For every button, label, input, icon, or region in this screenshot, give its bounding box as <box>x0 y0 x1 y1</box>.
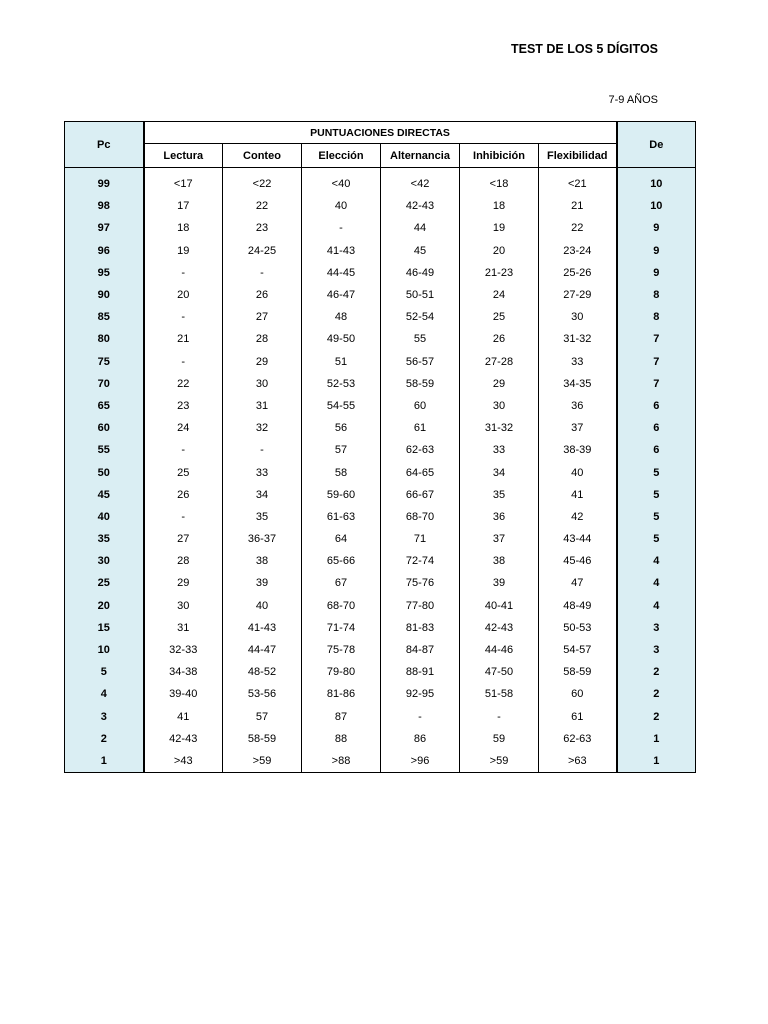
score-cell-flexibilidad: 50-53 <box>539 617 617 639</box>
de-cell: 4 <box>617 595 696 617</box>
score-cell-flexibilidad: 38-39 <box>539 439 617 461</box>
score-cell-eleccion: - <box>302 217 381 239</box>
de-cell: 6 <box>617 417 696 439</box>
table-row <box>65 439 696 461</box>
score-cell-eleccion: 56 <box>302 417 381 439</box>
score-cell-inhibicion: 44-46 <box>460 639 539 661</box>
table-row <box>65 395 696 417</box>
table-row <box>65 506 696 528</box>
score-cell-alternancia: 81-83 <box>381 617 460 639</box>
score-cell-eleccion: 87 <box>302 706 381 728</box>
score-cell-inhibicion: - <box>460 706 539 728</box>
column-header-lectura: Lectura <box>144 144 223 168</box>
score-cell-conteo: 57 <box>223 706 302 728</box>
score-cell-lectura: 22 <box>144 373 223 395</box>
score-cell-inhibicion: 59 <box>460 728 539 750</box>
score-cell-inhibicion: 37 <box>460 528 539 550</box>
score-cell-eleccion: 81-86 <box>302 683 381 705</box>
score-cell-flexibilidad: 36 <box>539 395 617 417</box>
score-cell-inhibicion: 39 <box>460 572 539 594</box>
pc-cell: 85 <box>65 306 144 328</box>
score-cell-conteo: 36-37 <box>223 528 302 550</box>
score-cell-alternancia: 46-49 <box>381 262 460 284</box>
score-cell-flexibilidad: 48-49 <box>539 595 617 617</box>
score-cell-eleccion: 59-60 <box>302 484 381 506</box>
score-cell-flexibilidad: 62-63 <box>539 728 617 750</box>
score-cell-flexibilidad: 31-32 <box>539 328 617 350</box>
pc-cell: 97 <box>65 217 144 239</box>
score-cell-alternancia: 44 <box>381 217 460 239</box>
pc-cell: 4 <box>65 683 144 705</box>
column-header-eleccion: Elección <box>302 144 381 168</box>
de-cell: 10 <box>617 195 696 217</box>
score-cell-flexibilidad: 33 <box>539 351 617 373</box>
table-row <box>65 750 696 773</box>
score-cell-flexibilidad: 23-24 <box>539 240 617 262</box>
score-cell-lectura: - <box>144 439 223 461</box>
score-cell-inhibicion: 51-58 <box>460 683 539 705</box>
score-cell-lectura: 19 <box>144 240 223 262</box>
score-cell-conteo: 35 <box>223 506 302 528</box>
pc-cell: 45 <box>65 484 144 506</box>
score-cell-alternancia: 84-87 <box>381 639 460 661</box>
score-cell-inhibicion: 21-23 <box>460 262 539 284</box>
pc-cell: 90 <box>65 284 144 306</box>
score-cell-conteo: 53-56 <box>223 683 302 705</box>
score-cell-alternancia: 68-70 <box>381 506 460 528</box>
score-cell-conteo: 22 <box>223 195 302 217</box>
de-cell: 9 <box>617 217 696 239</box>
de-cell: 3 <box>617 639 696 661</box>
de-cell: 8 <box>617 306 696 328</box>
table-row <box>65 528 696 550</box>
score-cell-eleccion: 68-70 <box>302 595 381 617</box>
de-cell: 9 <box>617 262 696 284</box>
score-cell-eleccion: 58 <box>302 461 381 483</box>
table-body <box>65 168 696 773</box>
table-row <box>65 572 696 594</box>
score-cell-flexibilidad: >63 <box>539 750 617 773</box>
score-cell-conteo: 33 <box>223 461 302 483</box>
table-row <box>65 195 696 217</box>
score-cell-conteo: 26 <box>223 284 302 306</box>
table-row <box>65 617 696 639</box>
score-cell-flexibilidad: 54-57 <box>539 639 617 661</box>
pc-cell: 96 <box>65 240 144 262</box>
score-cell-inhibicion: 27-28 <box>460 351 539 373</box>
de-cell: 3 <box>617 617 696 639</box>
score-cell-eleccion: 88 <box>302 728 381 750</box>
table-row <box>65 595 696 617</box>
score-cell-lectura: 18 <box>144 217 223 239</box>
de-cell: 7 <box>617 373 696 395</box>
score-cell-flexibilidad: 37 <box>539 417 617 439</box>
score-cell-conteo: 24-25 <box>223 240 302 262</box>
de-column-header: De <box>617 122 696 168</box>
column-header-flexibilidad: Flexibilidad <box>539 144 617 168</box>
score-cell-conteo: 38 <box>223 550 302 572</box>
score-cell-lectura: 42-43 <box>144 728 223 750</box>
de-cell: 5 <box>617 506 696 528</box>
pc-cell: 75 <box>65 351 144 373</box>
pc-cell: 55 <box>65 439 144 461</box>
score-cell-eleccion: 40 <box>302 195 381 217</box>
score-cell-flexibilidad: 47 <box>539 572 617 594</box>
column-header-conteo: Conteo <box>223 144 302 168</box>
pc-cell: 65 <box>65 395 144 417</box>
score-cell-alternancia: 64-65 <box>381 461 460 483</box>
score-cell-inhibicion: 29 <box>460 373 539 395</box>
pc-cell: 60 <box>65 417 144 439</box>
score-cell-inhibicion: 36 <box>460 506 539 528</box>
score-cell-conteo: 44-47 <box>223 639 302 661</box>
table-row <box>65 683 696 705</box>
score-cell-lectura: >43 <box>144 750 223 773</box>
pc-cell: 3 <box>65 706 144 728</box>
table-row <box>65 240 696 262</box>
score-cell-eleccion: 54-55 <box>302 395 381 417</box>
score-cell-eleccion: 49-50 <box>302 328 381 350</box>
score-cell-alternancia: 92-95 <box>381 683 460 705</box>
score-cell-inhibicion: 31-32 <box>460 417 539 439</box>
score-cell-alternancia: 45 <box>381 240 460 262</box>
de-cell: 6 <box>617 439 696 461</box>
score-cell-eleccion: 52-53 <box>302 373 381 395</box>
score-cell-inhibicion: >59 <box>460 750 539 773</box>
de-cell: 7 <box>617 328 696 350</box>
score-cell-conteo: - <box>223 439 302 461</box>
de-cell: 2 <box>617 661 696 683</box>
de-cell: 5 <box>617 461 696 483</box>
score-cell-lectura: 25 <box>144 461 223 483</box>
score-cell-eleccion: 64 <box>302 528 381 550</box>
score-cell-conteo: - <box>223 262 302 284</box>
score-cell-conteo: 28 <box>223 328 302 350</box>
score-cell-inhibicion: 26 <box>460 328 539 350</box>
score-cell-flexibilidad: 21 <box>539 195 617 217</box>
score-cell-conteo: 31 <box>223 395 302 417</box>
score-cell-flexibilidad: 25-26 <box>539 262 617 284</box>
score-cell-flexibilidad: 27-29 <box>539 284 617 306</box>
score-cell-flexibilidad: <21 <box>539 173 617 195</box>
score-cell-eleccion: 65-66 <box>302 550 381 572</box>
score-cell-lectura: - <box>144 351 223 373</box>
score-cell-alternancia: 58-59 <box>381 373 460 395</box>
pc-cell: 95 <box>65 262 144 284</box>
score-cell-alternancia: 75-76 <box>381 572 460 594</box>
table-row <box>65 417 696 439</box>
score-cell-alternancia: <42 <box>381 173 460 195</box>
score-cell-alternancia: 60 <box>381 395 460 417</box>
de-cell: 7 <box>617 351 696 373</box>
table-row <box>65 639 696 661</box>
score-cell-flexibilidad: 34-35 <box>539 373 617 395</box>
de-cell: 10 <box>617 173 696 195</box>
score-cell-conteo: >59 <box>223 750 302 773</box>
score-cell-flexibilidad: 43-44 <box>539 528 617 550</box>
score-cell-conteo: 32 <box>223 417 302 439</box>
pc-cell: 99 <box>65 173 144 195</box>
de-cell: 8 <box>617 284 696 306</box>
score-cell-flexibilidad: 60 <box>539 683 617 705</box>
score-cell-alternancia: 50-51 <box>381 284 460 306</box>
score-cell-inhibicion: 35 <box>460 484 539 506</box>
table-row <box>65 484 696 506</box>
score-cell-eleccion: 48 <box>302 306 381 328</box>
score-cell-inhibicion: 25 <box>460 306 539 328</box>
score-cell-alternancia: 56-57 <box>381 351 460 373</box>
table-row <box>65 262 696 284</box>
de-cell: 2 <box>617 706 696 728</box>
score-cell-inhibicion: 33 <box>460 439 539 461</box>
score-cell-alternancia: >96 <box>381 750 460 773</box>
score-cell-conteo: 30 <box>223 373 302 395</box>
score-cell-inhibicion: 18 <box>460 195 539 217</box>
pc-cell: 30 <box>65 550 144 572</box>
pc-cell: 35 <box>65 528 144 550</box>
score-cell-eleccion: 67 <box>302 572 381 594</box>
score-cell-alternancia: 66-67 <box>381 484 460 506</box>
score-cell-alternancia: 52-54 <box>381 306 460 328</box>
de-cell: 1 <box>617 750 696 773</box>
table-row <box>65 550 696 572</box>
table-row <box>65 217 696 239</box>
score-cell-conteo: 48-52 <box>223 661 302 683</box>
score-cell-flexibilidad: 22 <box>539 217 617 239</box>
score-cell-alternancia: 55 <box>381 328 460 350</box>
score-cell-flexibilidad: 58-59 <box>539 661 617 683</box>
score-cell-inhibicion: 40-41 <box>460 595 539 617</box>
score-cell-flexibilidad: 61 <box>539 706 617 728</box>
score-cell-lectura: - <box>144 262 223 284</box>
score-cell-lectura: 29 <box>144 572 223 594</box>
score-cell-eleccion: 75-78 <box>302 639 381 661</box>
score-cell-flexibilidad: 42 <box>539 506 617 528</box>
score-cell-alternancia: - <box>381 706 460 728</box>
score-cell-lectura: 17 <box>144 195 223 217</box>
pc-cell: 98 <box>65 195 144 217</box>
score-cell-conteo: <22 <box>223 173 302 195</box>
table-row <box>65 373 696 395</box>
score-cell-lectura: 41 <box>144 706 223 728</box>
score-cell-lectura: - <box>144 506 223 528</box>
score-cell-inhibicion: 24 <box>460 284 539 306</box>
pc-cell: 50 <box>65 461 144 483</box>
pc-cell: 2 <box>65 728 144 750</box>
score-cell-alternancia: 77-80 <box>381 595 460 617</box>
score-cell-alternancia: 88-91 <box>381 661 460 683</box>
score-cell-lectura: 21 <box>144 328 223 350</box>
score-cell-flexibilidad: 30 <box>539 306 617 328</box>
score-cell-lectura: 26 <box>144 484 223 506</box>
score-cell-lectura: 28 <box>144 550 223 572</box>
column-header-alternancia: Alternancia <box>381 144 460 168</box>
score-cell-flexibilidad: 41 <box>539 484 617 506</box>
pc-cell: 80 <box>65 328 144 350</box>
score-cell-flexibilidad: 45-46 <box>539 550 617 572</box>
score-cell-lectura: - <box>144 306 223 328</box>
table-row <box>65 728 696 750</box>
score-cell-lectura: 20 <box>144 284 223 306</box>
score-cell-lectura: 39-40 <box>144 683 223 705</box>
pc-cell: 40 <box>65 506 144 528</box>
pc-cell: 15 <box>65 617 144 639</box>
score-cell-eleccion: 79-80 <box>302 661 381 683</box>
score-cell-inhibicion: 47-50 <box>460 661 539 683</box>
pc-cell: 25 <box>65 572 144 594</box>
pc-column-header: Pc <box>65 122 144 168</box>
score-cell-conteo: 27 <box>223 306 302 328</box>
score-cell-alternancia: 61 <box>381 417 460 439</box>
score-cell-eleccion: 71-74 <box>302 617 381 639</box>
score-cell-lectura: <17 <box>144 173 223 195</box>
table-row <box>65 173 696 195</box>
pc-cell: 70 <box>65 373 144 395</box>
score-cell-flexibilidad: 40 <box>539 461 617 483</box>
de-cell: 9 <box>617 240 696 262</box>
score-cell-eleccion: 46-47 <box>302 284 381 306</box>
score-cell-eleccion: 61-63 <box>302 506 381 528</box>
score-cell-lectura: 31 <box>144 617 223 639</box>
score-cell-alternancia: 71 <box>381 528 460 550</box>
table-row <box>65 461 696 483</box>
pc-cell: 20 <box>65 595 144 617</box>
score-cell-eleccion: 44-45 <box>302 262 381 284</box>
table-row <box>65 706 696 728</box>
pc-cell: 5 <box>65 661 144 683</box>
score-cell-inhibicion: 42-43 <box>460 617 539 639</box>
score-cell-inhibicion: 20 <box>460 240 539 262</box>
score-cell-inhibicion: 34 <box>460 461 539 483</box>
de-cell: 5 <box>617 528 696 550</box>
table-row <box>65 351 696 373</box>
score-cell-lectura: 27 <box>144 528 223 550</box>
page-title: TEST DE LOS 5 DÍGITOS <box>510 42 658 56</box>
table-row <box>65 306 696 328</box>
puntuaciones-group-header: PUNTUACIONES DIRECTAS <box>144 122 617 144</box>
score-cell-conteo: 39 <box>223 572 302 594</box>
score-cell-eleccion: 51 <box>302 351 381 373</box>
age-range-label: 7-9 AÑOS <box>608 94 658 106</box>
de-cell: 4 <box>617 550 696 572</box>
table-row <box>65 284 696 306</box>
pc-cell: 1 <box>65 750 144 773</box>
de-cell: 5 <box>617 484 696 506</box>
score-cell-conteo: 40 <box>223 595 302 617</box>
de-cell: 6 <box>617 395 696 417</box>
score-cell-inhibicion: 30 <box>460 395 539 417</box>
score-cell-eleccion: 57 <box>302 439 381 461</box>
score-cell-inhibicion: 38 <box>460 550 539 572</box>
score-cell-inhibicion: 19 <box>460 217 539 239</box>
score-cell-alternancia: 72-74 <box>381 550 460 572</box>
score-cell-lectura: 24 <box>144 417 223 439</box>
score-cell-eleccion: <40 <box>302 173 381 195</box>
score-cell-conteo: 41-43 <box>223 617 302 639</box>
table-row <box>65 328 696 350</box>
de-cell: 1 <box>617 728 696 750</box>
score-cell-lectura: 34-38 <box>144 661 223 683</box>
table-row <box>65 661 696 683</box>
score-cell-conteo: 29 <box>223 351 302 373</box>
column-header-inhibicion: Inhibición <box>460 144 539 168</box>
scores-table <box>64 121 696 773</box>
score-cell-eleccion: >88 <box>302 750 381 773</box>
score-cell-conteo: 58-59 <box>223 728 302 750</box>
de-cell: 4 <box>617 572 696 594</box>
score-cell-alternancia: 86 <box>381 728 460 750</box>
de-cell: 2 <box>617 683 696 705</box>
score-cell-alternancia: 62-63 <box>381 439 460 461</box>
score-cell-alternancia: 42-43 <box>381 195 460 217</box>
score-cell-lectura: 32-33 <box>144 639 223 661</box>
score-cell-inhibicion: <18 <box>460 173 539 195</box>
score-cell-conteo: 23 <box>223 217 302 239</box>
score-cell-eleccion: 41-43 <box>302 240 381 262</box>
pc-cell: 10 <box>65 639 144 661</box>
score-cell-lectura: 30 <box>144 595 223 617</box>
score-cell-lectura: 23 <box>144 395 223 417</box>
score-cell-conteo: 34 <box>223 484 302 506</box>
